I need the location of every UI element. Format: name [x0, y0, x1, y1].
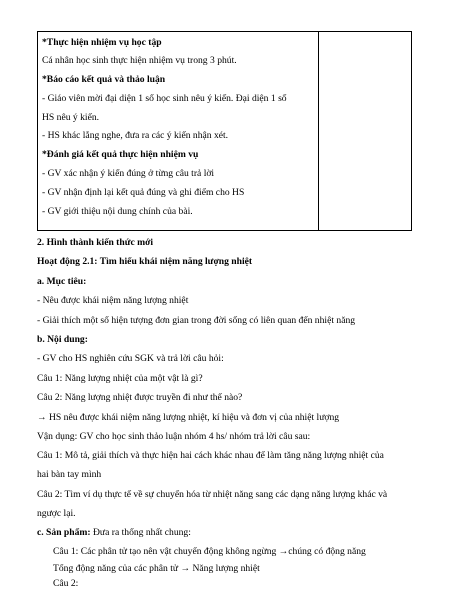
noi-dung-line: Câu 1: Năng lượng nhiệt của một vật là gì?	[37, 373, 203, 384]
noi-dung-line: - GV cho HS nghiên cứu SGK và trả lời câu hỏi:	[37, 353, 224, 364]
table-line: - HS khác lắng nghe, đưa ra các ý kiến nhận xét.	[42, 130, 229, 141]
san-pham-line: Câu 1: Các phân tử tạo nên vật chuyển động không ngừng →chúng có động năng	[53, 546, 366, 557]
san-pham-line: Tổng động năng của các phân tử → Năng lượng nhiệt	[53, 563, 260, 574]
muc-tieu-item: - Nêu được khái niệm năng lượng nhiệt	[37, 295, 189, 306]
muc-tieu-item: - Giải thích một số hiện tượng đơn gian trong đời sống có liên quan đến nhiệt năng	[37, 315, 356, 326]
table-line: - Giáo viên mời đại diện 1 số học sinh nêu ý kiến. Đại diện 1 số	[42, 93, 287, 104]
table-line: HS nêu ý kiến.	[42, 112, 100, 123]
table-line: Cá nhân học sinh thực hiện nhiệm vụ trong 3 phút.	[42, 55, 237, 66]
heading-thuc-hien: *Thực hiện nhiệm vụ học tập	[42, 37, 162, 48]
san-pham-line: Câu 2:	[53, 578, 79, 589]
heading-bao-cao: *Báo cáo kết quả và thảo luận	[42, 74, 166, 85]
table-line: - GV xác nhận ý kiến đúng ở từng câu trả lời	[42, 168, 215, 179]
section-title: 2. Hình thành kiến thức mới	[37, 237, 154, 248]
noi-dung-heading: b. Nội dung:	[37, 334, 88, 345]
muc-tieu-heading: a. Mục tiêu:	[37, 276, 87, 287]
noi-dung-line: ngược lại.	[37, 508, 76, 519]
noi-dung-line: hai bàn tay mình	[37, 469, 102, 480]
san-pham-intro: Đưa ra thống nhất chung:	[90, 527, 191, 538]
noi-dung-line: Vận dụng: GV cho học sinh thảo luận nhóm 4 hs/ nhóm trả lời câu sau:	[37, 431, 311, 442]
heading-danh-gia: *Đánh giá kết quả thực hiện nhiệm vụ	[42, 149, 199, 160]
noi-dung-line: Câu 2: Tìm ví dụ thực tế về sự chuyển hóa từ nhiệt năng sang các dạng năng lượng khác và	[37, 489, 388, 500]
noi-dung-line: Câu 1: Mô tả, giải thích và thực hiện hai cách khác nhau để làm tăng năng lượng nhiệt của	[37, 450, 384, 461]
noi-dung-line: Câu 2: Năng lượng nhiệt được truyền đi như thế nào?	[37, 392, 243, 403]
san-pham-row	[37, 527, 191, 539]
table-line: - GV nhận định lại kết quả đúng và ghi điểm cho HS	[42, 187, 245, 198]
noi-dung-line: → HS nêu được khái niệm năng lượng nhiệt, kí hiệu và đơn vị của nhiệt lượng	[37, 412, 340, 423]
table-line: - GV giới thiệu nội dung chính của bài.	[42, 206, 193, 217]
activity-title: Hoạt động 2.1: Tìm hiểu khái niệm năng lượng nhiệt	[37, 256, 253, 267]
table-column-divider	[318, 32, 319, 230]
san-pham-heading: c. Sản phẩm:	[37, 527, 91, 538]
activity-table	[37, 31, 412, 231]
